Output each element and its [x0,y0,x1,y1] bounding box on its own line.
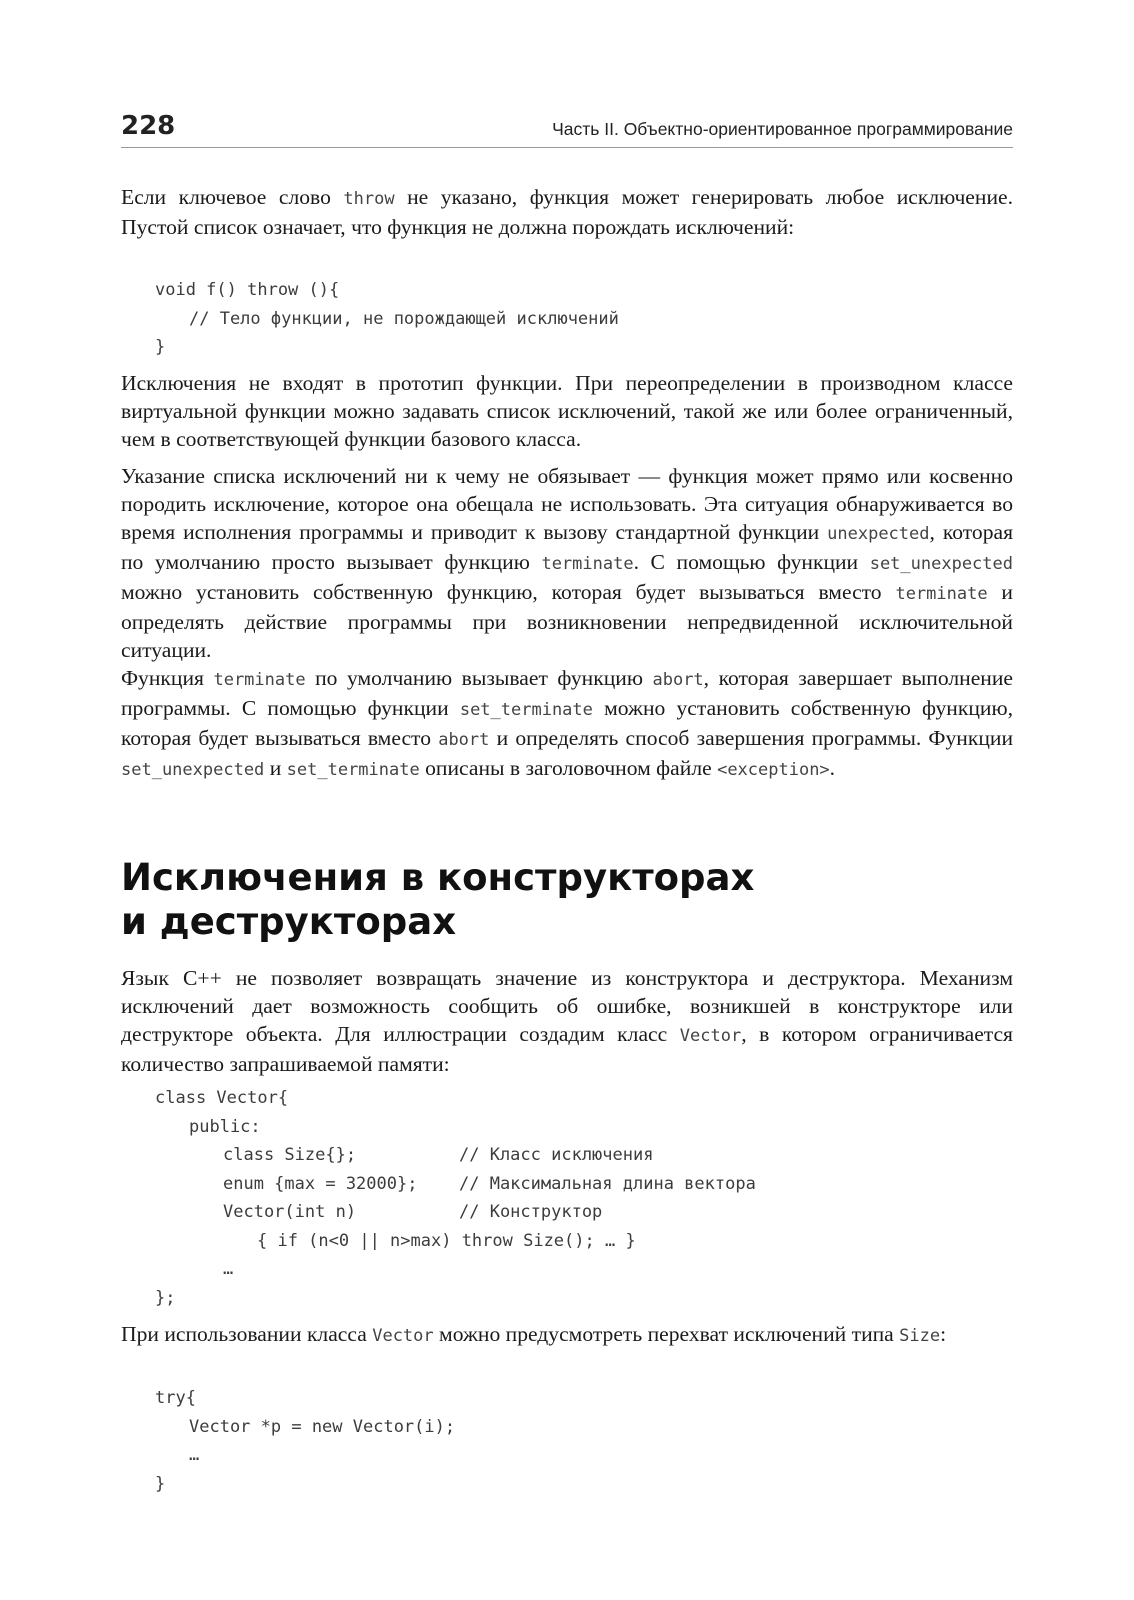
paragraph-1 [121,183,1013,241]
running-head: Часть II. Объектно-ориентированное программирование [552,119,1013,139]
text-run: можно предусмотреть перехват исключений типа [433,1322,900,1346]
text-run: : [940,1322,947,1346]
code-line [155,1198,756,1227]
text-run: не указано, функция может генерировать любое исключение. Пустой список означает, что функция не должна порождать исключений: [121,185,1013,239]
text-run: Язык С++ не позволяет возвращать значение из конструктора и деструктора. Механизм исключений дает возможность сообщить об ошибке, возникшей в конструкторе или деструкторе объекта. Для иллюстрации создадим класс [121,966,1013,1046]
page-number: 228 [121,111,176,141]
inline-code: terminate [541,554,634,574]
inline-code: terminate [213,670,306,690]
text-run: по умолчанию вызывает функцию [305,666,653,690]
inline-code: <exception> [717,760,830,780]
code-line [155,1141,756,1170]
code-line [155,1170,756,1199]
inline-code: abort [438,730,490,750]
inline-code: set_terminate [286,760,420,780]
code-block-3 [155,1384,455,1498]
text-run: можно установить собственную функцию, которая будет вызываться вместо [121,696,1013,750]
page-header [121,107,1013,148]
text-run: можно установить собственную функцию, которая будет вызываться вместо [121,580,896,604]
code-line: class Vector{ [155,1088,289,1108]
paragraph-2: Исключения не входят в прототип функции. При переопределении в производном классе виртуальной функции можно задавать список исключений, такой же или более ограниченный, чем в соответствующей функции базового класса. [121,371,1013,451]
code-line: } [155,1473,166,1494]
text-run: , в котором ограничивается количество запрашиваемой памяти: [121,1022,1013,1076]
code-line: }; [155,1287,176,1308]
inline-code: Vector [679,1026,742,1046]
code-comment: // Класс исключения [459,1145,654,1165]
code-block-1 [155,276,619,362]
code-statement: Vector(int n) [223,1202,357,1222]
inline-code: Size [899,1326,941,1346]
code-comment: // Конструктор [459,1202,603,1222]
section-title [121,856,1013,944]
inline-code: throw [343,189,395,209]
code-statement: class Size{}; [223,1145,357,1165]
text-run: Указание списка исключений ни к чему не обязывает — функция может прямо или косвенно породить исключение, которое она обещала не использовать. Эта ситуация обнаруживается во время исполнения программы и приводит к вызову стандартной функции [121,464,1013,544]
code-block-2 [155,1084,756,1312]
inline-code: abort [652,670,704,690]
code-statement: enum {max = 32000}; [223,1173,418,1194]
text-run: , которая по умолчанию просто вызывает функцию [121,520,1014,574]
code-line: void f() throw (){ [155,280,340,300]
paragraph-5 [121,964,1013,1078]
inline-code: terminate [895,584,988,604]
code-line: Vector *p = new Vector(i); [189,1416,456,1437]
section-title-line: и деструкторах [121,900,457,943]
text-run: и определять действие программы при возникновении непредвиденной исключительной ситуации. [121,580,1013,662]
code-line: } [155,337,166,357]
code-line: // Тело функции, не порождающей исключений [189,308,619,329]
inline-code: set_unexpected [121,760,265,780]
text-run: . С помощью функции [633,550,870,574]
text-run: и определять способ завершения программы. Функции [489,726,1014,750]
inline-code: set_unexpected [869,554,1013,574]
code-line: { if (n<0 || n>max) throw Size(); … } [257,1230,636,1251]
inline-code: set_terminate [459,700,593,720]
text-run: Если ключевое слово [121,185,344,209]
text-run: и [264,756,287,780]
text-run: Функция [121,666,214,690]
paragraph-3 [121,462,1013,664]
text-run: , которая завершает выполнение программы. С помощью функции [121,666,1013,720]
code-line: … [189,1445,200,1465]
code-line: … [223,1259,234,1279]
paragraph-6 [121,1320,1013,1350]
code-comment: // Максимальная длина вектора [459,1173,756,1194]
inline-code: unexpected [827,524,930,544]
code-line: public: [189,1116,261,1137]
paragraph-4 [121,664,1013,784]
text-run: При использовании класса [121,1322,373,1346]
inline-code: Vector [372,1326,434,1346]
text-run: описаны в заголовочном файле [419,756,718,780]
section-title-line: Исключения в конструкторах [121,856,755,899]
code-line: try{ [155,1388,196,1408]
text-run: . [829,756,836,780]
